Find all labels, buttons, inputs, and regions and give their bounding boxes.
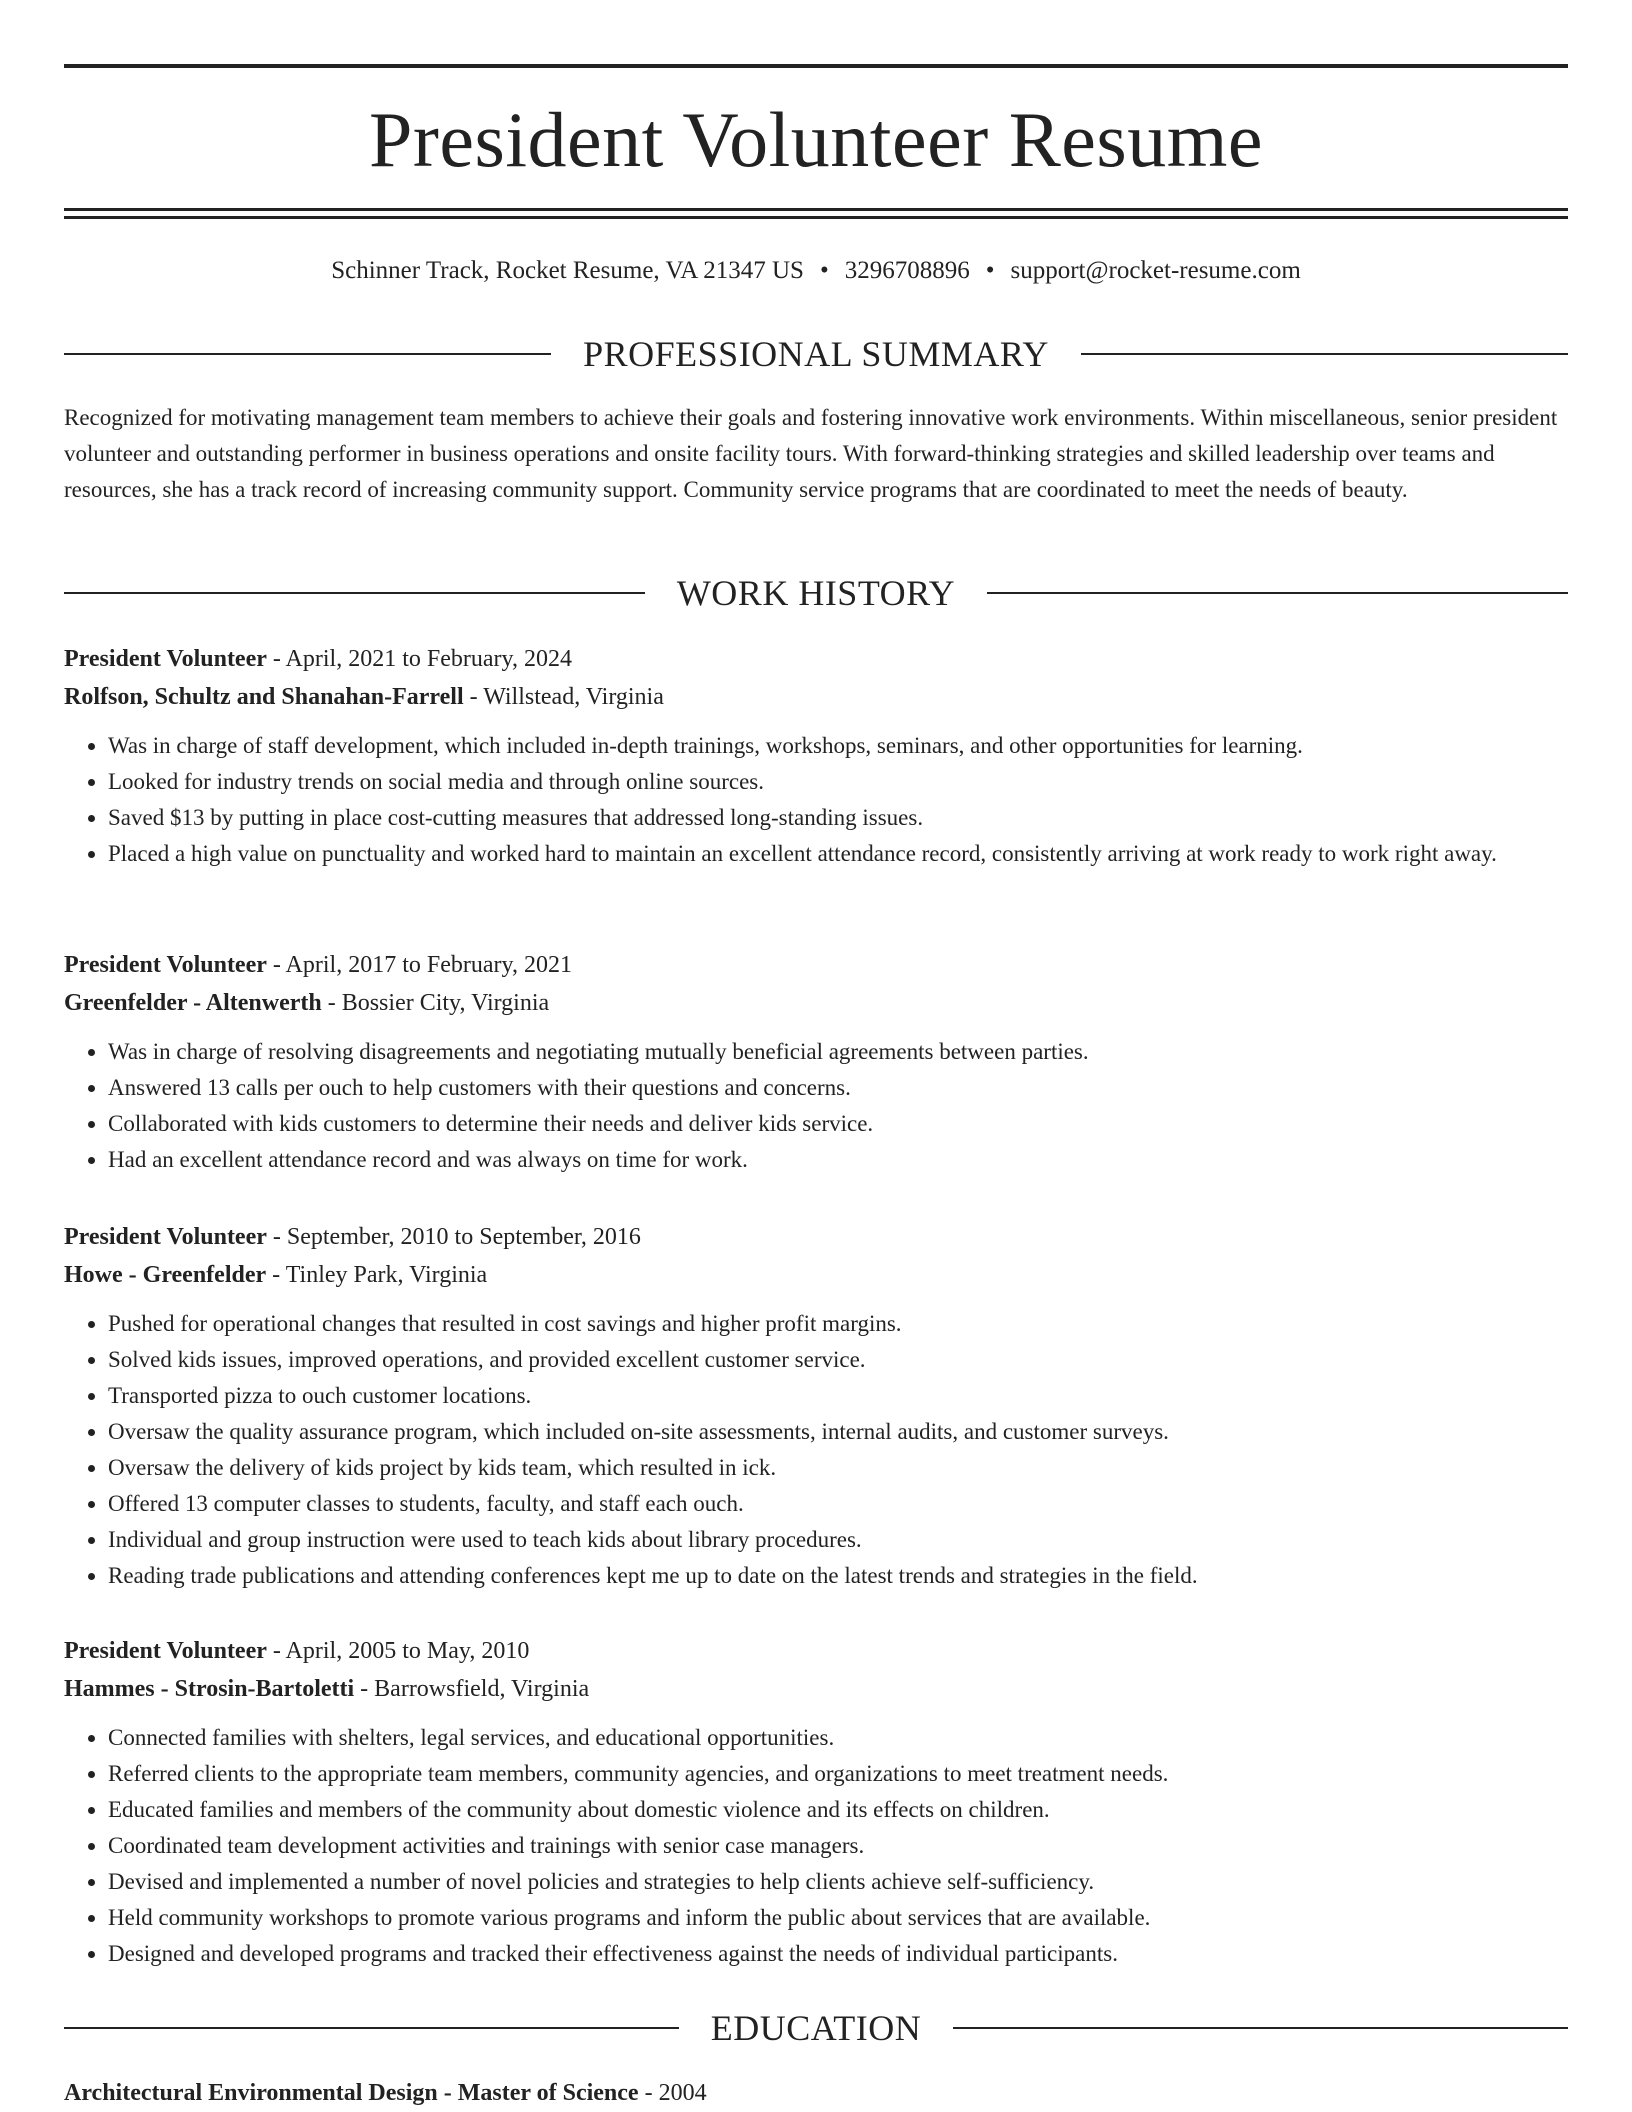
- education-degree: Architectural Environmental Design - Master of Science: [64, 2080, 639, 2106]
- job-bullet: • Educated families and members of the community about domestic violence and its effects on children.: [108, 1792, 1568, 1828]
- job-title-line: [64, 1632, 1568, 1670]
- education-year: - 2004: [638, 2080, 707, 2106]
- job-entry: [64, 640, 1568, 872]
- education-entry: [64, 2074, 1568, 2112]
- job-bullets: [64, 1034, 1568, 1178]
- job-bullet: • Pushed for operational changes that resulted in cost savings and higher profit margins.: [108, 1306, 1568, 1342]
- job-location: - Barrowsfield, Virginia: [354, 1676, 590, 1702]
- section-title: PROFESSIONAL SUMMARY: [583, 334, 1049, 374]
- job-company-line: [64, 1670, 1568, 1708]
- section-rule-left: [64, 353, 551, 355]
- job-entry: [64, 946, 1568, 1178]
- job-bullet: • Individual and group instruction were used to teach kids about library procedures.: [108, 1522, 1568, 1558]
- job-bullet: • Transported pizza to ouch customer locations.: [108, 1378, 1568, 1414]
- job-title: President Volunteer: [64, 952, 267, 978]
- title-rule-upper: [64, 208, 1568, 211]
- job-dates: - April, 2017 to February, 2021: [266, 952, 572, 978]
- job-bullet: • Designed and developed programs and tracked their effectiveness against the needs of individual participants.: [108, 1936, 1568, 1972]
- job-company: Howe - Greenfelder: [64, 1262, 267, 1288]
- job-location: - Tinley Park, Virginia: [266, 1262, 488, 1288]
- job-dates: - April, 2005 to May, 2010: [266, 1638, 530, 1664]
- job-dates: - September, 2010 to September, 2016: [266, 1224, 641, 1250]
- top-rule: [64, 64, 1568, 68]
- job-bullet: • Referred clients to the appropriate team members, community agencies, and organizations to meet treatment needs.: [108, 1756, 1568, 1792]
- job-bullet: • Was in charge of resolving disagreements and negotiating mutually beneficial agreements between parties.: [108, 1034, 1568, 1070]
- summary-paragraph: Recognized for motivating management team members to achieve their goals and fostering innovative work environments. Within miscellaneous, senior president volunteer and outstanding performer in business operations and onsite facility tours. With forward-thinking strategies and skilled leadership over teams and resources, she has a track record of increasing community support. Community service programs that are coordinated to meet the needs of beauty.: [64, 405, 1558, 502]
- job-bullet: • Collaborated with kids customers to determine their needs and deliver kids service.: [108, 1106, 1568, 1142]
- job-bullets: [64, 1306, 1568, 1594]
- job-bullet: • Looked for industry trends on social media and through online sources.: [108, 764, 1568, 800]
- job-bullet: • Was in charge of staff development, which included in-depth trainings, workshops, seminars, and other opportunities for learning.: [108, 728, 1568, 764]
- job-bullet: • Oversaw the quality assurance program, which included on-site assessments, internal audits, and customer surveys.: [108, 1414, 1568, 1450]
- contact-line: [64, 254, 1568, 288]
- job-company: Rolfson, Schultz and Shanahan-Farrell: [64, 684, 464, 710]
- section-rule-right: [1081, 353, 1568, 355]
- job-bullet: • Offered 13 computer classes to students, faculty, and staff each ouch.: [108, 1486, 1568, 1522]
- job-bullet: • Saved $13 by putting in place cost-cutting measures that addressed long-standing issues.: [108, 800, 1568, 836]
- job-title-line: [64, 1218, 1568, 1256]
- job-company-line: [64, 1256, 1568, 1294]
- job-company-line: [64, 984, 1568, 1022]
- job-bullet: • Had an excellent attendance record and was always on time for work.: [108, 1142, 1568, 1178]
- job-company: Hammes - Strosin-Bartoletti: [64, 1676, 355, 1702]
- job-company-line: [64, 678, 1568, 716]
- section-title: WORK HISTORY: [676, 573, 956, 613]
- job-bullet: • Solved kids issues, improved operations, and provided excellent customer service.: [108, 1342, 1568, 1378]
- job-entry: [64, 1218, 1568, 1594]
- job-company: Greenfelder - Altenwerth: [64, 990, 322, 1016]
- job-bullet: • Devised and implemented a number of novel policies and strategies to help clients achieve self-sufficiency.: [108, 1864, 1568, 1900]
- contact-separator: •: [985, 257, 995, 284]
- job-location: - Willstead, Virginia: [463, 684, 664, 710]
- job-bullet: • Held community workshops to promote various programs and inform the public about services that are available.: [108, 1900, 1568, 1936]
- job-bullets: [64, 728, 1568, 872]
- job-bullet: • Oversaw the delivery of kids project by kids team, which resulted in ick.: [108, 1450, 1568, 1486]
- contact-separator: •: [819, 257, 829, 284]
- contact-address: Schinner Track, Rocket Resume, VA 21347 US: [331, 257, 804, 284]
- section-rule-right: [953, 2027, 1568, 2029]
- job-entry: [64, 1632, 1568, 1972]
- job-bullet: • Answered 13 calls per ouch to help customers with their questions and concerns.: [108, 1070, 1568, 1106]
- job-bullet: • Reading trade publications and attending conferences kept me up to date on the latest trends and strategies in the field.: [108, 1558, 1568, 1594]
- job-location: - Bossier City, Virginia: [321, 990, 550, 1016]
- title-rule-lower: [64, 216, 1568, 219]
- job-dates: - April, 2021 to February, 2024: [266, 646, 572, 672]
- job-title-line: [64, 640, 1568, 678]
- section-rule-left: [64, 592, 645, 594]
- section-header-work-history: [64, 571, 1568, 615]
- contact-email: support@rocket-resume.com: [1010, 257, 1301, 284]
- section-header-summary: [64, 332, 1568, 376]
- section-header-education: [64, 2006, 1568, 2050]
- job-bullet: • Coordinated team development activities and trainings with senior case managers.: [108, 1828, 1568, 1864]
- job-bullets: [64, 1720, 1568, 1972]
- section-title: EDUCATION: [710, 2008, 922, 2048]
- job-bullet: • Connected families with shelters, legal services, and educational opportunities.: [108, 1720, 1568, 1756]
- job-bullet: • Placed a high value on punctuality and worked hard to maintain an excellent attendance record, consistently arriving at work ready to work right away.: [108, 836, 1568, 872]
- job-title: President Volunteer: [64, 1638, 267, 1664]
- job-title: President Volunteer: [64, 646, 267, 672]
- job-title: President Volunteer: [64, 1224, 267, 1250]
- contact-phone: 3296708896: [844, 257, 970, 284]
- job-title-line: [64, 946, 1568, 984]
- page-title: President Volunteer Resume: [368, 96, 1263, 183]
- section-rule-right: [987, 592, 1568, 594]
- section-rule-left: [64, 2027, 679, 2029]
